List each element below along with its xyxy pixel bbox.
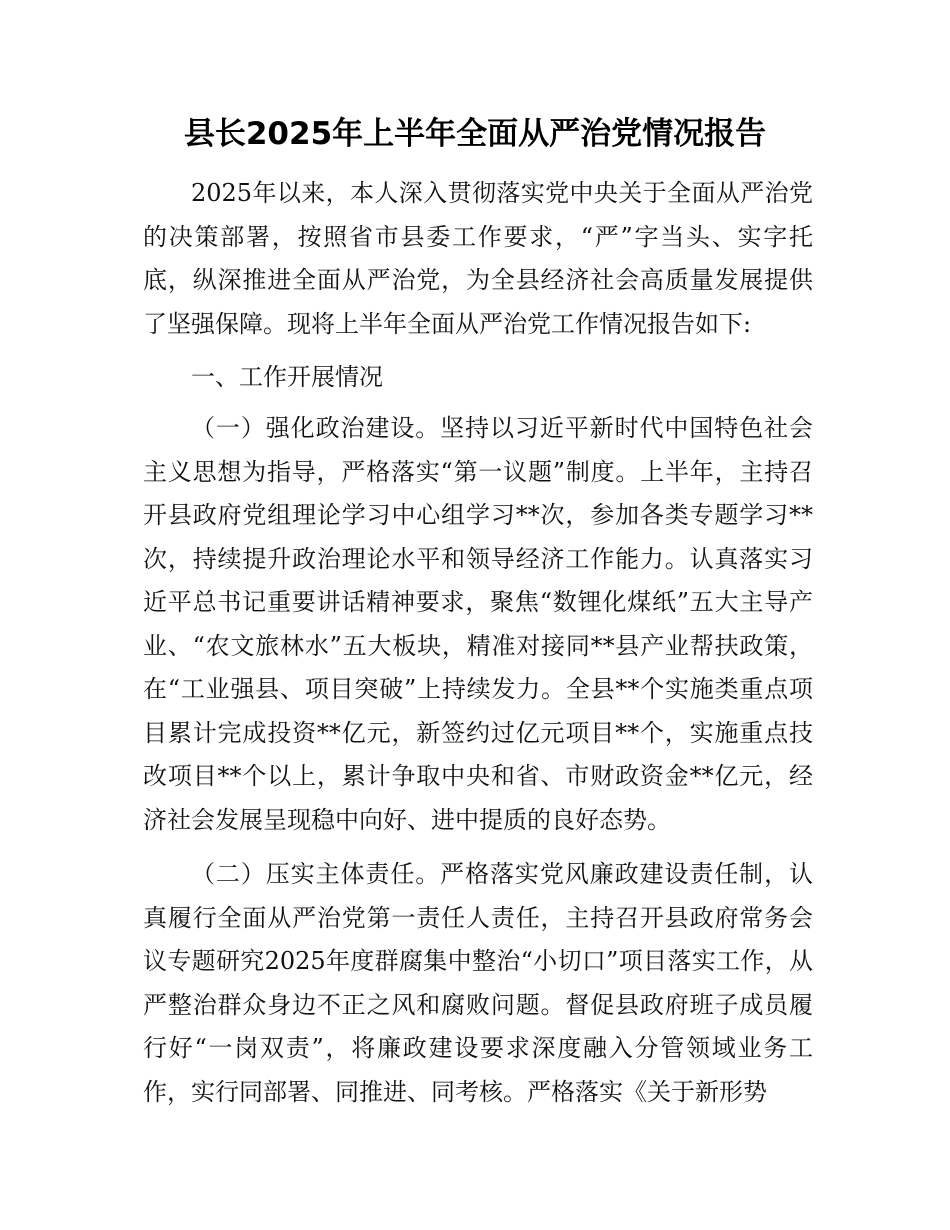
section-heading: 一、工作开展情况	[191, 363, 383, 391]
paragraph-main-responsibility: （二）压实主体责任。严格落实党风廉政建设责任制，认真履行全面从严治党第一责任人责任，主持召开县政府常务会议专题研究2025年度群腐集中整治“小切口”项目落实工作，从严整治群众身边不正之风和腐败问题。督促县政府班子成员履行好“一岗双责”，将廉政建设要求深度融入分管领域业务工作，实行同部署、同推进、同考核。严格落实《关于新形势	[143, 860, 813, 1106]
document-title: 县长2025年上半年全面从严治党情况报告	[183, 116, 767, 152]
paragraph-political-building: （一）强化政治建设。坚持以习近平新时代中国特色社会主义思想为指导，严格落实“第一议题”制度。上半年，主持召开县政府党组理论学习中心组学习**次，参加各类专题学习**次，持续提升政治理论水平和领导经济工作能力。认真落实习近平总书记重要讲话精神要求，聚焦“数锂化煤纸”五大主导产业、“农文旅林水”五大板块，精准对接同**县产业帮扶政策，在“工业强县、项目突破”上持续发力。全县**个实施类重点项目累计完成投资**亿元，新签约过亿元项目**个，实施重点技改项目**个以上，累计争取中央和省、市财政资金**亿元，经济社会发展呈现稳中向好、进中提质的良好态势。	[143, 414, 813, 834]
intro-paragraph: 2025年以来，本人深入贯彻落实党中央关于全面从严治党的决策部署，按照省市县委工作要求，“严”字当头、实字托底，纵深推进全面从严治党，为全县经济社会高质量发展提供了坚强保障。现将上半年全面从严治党工作情况报告如下:	[143, 179, 813, 338]
